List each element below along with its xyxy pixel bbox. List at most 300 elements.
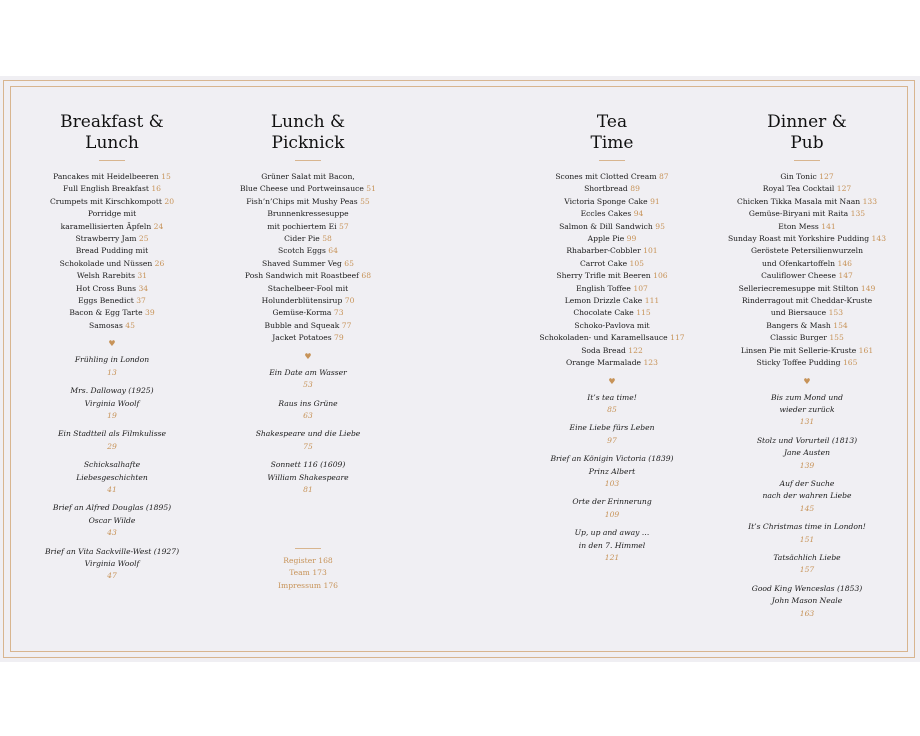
recipe-entry: [12, 183, 212, 195]
story-entry: [512, 496, 712, 521]
recipe-line: [707, 270, 907, 282]
page-number: 149: [860, 283, 876, 293]
section-title-line: Picknick: [271, 133, 345, 153]
recipe-line: [12, 283, 212, 295]
recipe-name: Lemon Drizzle Cake: [564, 296, 643, 306]
page-number: 91: [650, 196, 660, 206]
title-rule: [295, 160, 321, 161]
page-number: 51: [366, 184, 376, 194]
story-entry: [12, 459, 212, 496]
page-number: 127: [836, 184, 852, 194]
story-line: Eine Liebe fürs Leben: [569, 423, 655, 433]
story-list: [512, 392, 712, 565]
recipe-line: [707, 320, 907, 332]
story-line: Jane Austen: [783, 448, 831, 458]
recipe-name: Sunday Roast mit Yorkshire Pudding: [727, 234, 870, 244]
recipe-name: Schoko-Pavlova mit: [574, 320, 650, 330]
title-rule: [599, 160, 625, 161]
recipe-name: Full English Breakfast: [63, 184, 149, 194]
recipe-entry: [707, 196, 907, 208]
recipe-name: und Biersauce: [770, 308, 827, 318]
page-number: 77: [341, 320, 352, 330]
recipe-name: Jacket Potatoes: [272, 333, 332, 343]
recipe-entry: [208, 332, 408, 344]
recipe-entry: [707, 357, 907, 369]
recipe-line: [208, 221, 408, 233]
recipe-entry: [512, 320, 712, 345]
heart-icon: ♥: [304, 351, 312, 361]
recipe-line: [208, 208, 408, 220]
recipe-entry: [707, 221, 907, 233]
story-list: [707, 392, 907, 621]
story-line: Shakespeare und die Liebe: [255, 429, 361, 439]
extra-item: Register 168: [283, 556, 333, 565]
story-entry: [208, 398, 408, 423]
section-title-line: Lunch &: [270, 112, 346, 132]
page-number: 94: [633, 209, 644, 219]
story-entry: [208, 459, 408, 496]
recipe-line: [12, 270, 212, 282]
recipe-entry: [707, 233, 907, 245]
page-number: 65: [344, 258, 354, 268]
story-line: Brief an Alfred Douglas (1895): [52, 503, 172, 513]
story-page-number: 13: [107, 367, 117, 377]
story-list: [12, 354, 212, 583]
recipe-entry: [512, 183, 712, 195]
page-number: 16: [151, 184, 161, 194]
story-line: Virginia Woolf: [84, 558, 140, 568]
page-number: 165: [842, 358, 858, 368]
recipe-line: [707, 221, 907, 233]
recipe-name: Bubble and Squeak: [264, 320, 340, 330]
story-page-number: 43: [107, 528, 117, 538]
recipe-entry: [12, 283, 212, 295]
recipe-name: Linsen Pie mit Sellerie-Kruste: [740, 345, 857, 355]
section-title-line: Pub: [790, 133, 824, 153]
page-number: 57: [339, 221, 349, 231]
recipe-line: [12, 307, 212, 319]
column-dinner-pub: [707, 112, 907, 626]
story-entry: [707, 552, 907, 577]
page-number: 105: [629, 258, 644, 268]
story-line: wieder zurück: [779, 404, 835, 414]
recipe-line: [707, 357, 907, 369]
page-number: 31: [137, 271, 148, 281]
section-title: [208, 112, 408, 154]
story-page-number: 19: [107, 410, 117, 420]
page-number: 141: [821, 221, 836, 231]
page-number: 123: [643, 358, 658, 368]
page-number: 101: [643, 246, 658, 256]
recipe-line: [208, 245, 408, 257]
recipe-line: [208, 307, 408, 319]
recipe-line: [512, 221, 712, 233]
page-number: 89: [630, 184, 640, 194]
page-number: 24: [153, 221, 164, 231]
recipe-name: Holunderblütensirup: [261, 296, 343, 306]
story-line: Up, up and away …: [574, 528, 650, 538]
recipe-name: und Ofenkartoffeln: [762, 258, 836, 268]
recipe-name: Carrot Cake: [580, 258, 628, 268]
story-page-number: 75: [303, 441, 313, 451]
story-entry: [208, 428, 408, 453]
recipe-line: [208, 295, 408, 307]
page-number: 135: [850, 209, 866, 219]
recipe-name: Hot Cross Buns: [75, 283, 137, 293]
page-number: 26: [154, 258, 165, 268]
recipe-name: Sticky Toffee Pudding: [756, 358, 841, 368]
recipe-line: [707, 307, 907, 319]
recipe-name: Victoria Sponge Cake: [564, 196, 648, 206]
story-list: [208, 367, 408, 497]
page-number: 154: [833, 320, 848, 330]
recipe-name: Bangers & Mash: [766, 320, 831, 330]
story-page-number: 109: [604, 509, 620, 519]
recipe-entry: [208, 320, 408, 332]
recipe-entry: [512, 357, 712, 369]
recipe-line: [512, 208, 712, 220]
story-line: nach der wahren Liebe: [762, 491, 852, 501]
recipe-name: Porridge mit: [87, 209, 137, 219]
recipe-name: Schokolade und Nüssen: [59, 258, 153, 268]
recipe-line: [512, 258, 712, 270]
section-title: [12, 112, 212, 154]
recipe-line: [512, 307, 712, 319]
section-title-line: Lunch: [85, 133, 139, 153]
page-number: 111: [644, 296, 660, 306]
section-title: [707, 112, 907, 154]
recipe-line: [12, 245, 212, 257]
story-line: Bis zum Mond und: [771, 392, 843, 402]
title-rule: [794, 160, 820, 161]
recipe-line: [512, 270, 712, 282]
recipe-line: [12, 196, 212, 208]
story-entry: [707, 521, 907, 546]
page-number: 25: [138, 234, 149, 244]
recipe-entry: [512, 221, 712, 233]
recipe-name: Stachelbeer-Fool mit: [267, 283, 349, 293]
recipe-entry: [208, 208, 408, 233]
recipe-entry: [208, 171, 408, 196]
page-number: 99: [626, 234, 637, 244]
recipe-entry: [512, 245, 712, 257]
story-page-number: 157: [799, 565, 815, 575]
recipe-line: [208, 258, 408, 270]
story-entry: [707, 392, 907, 429]
story-entry: [208, 367, 408, 392]
recipe-line: [512, 283, 712, 295]
story-page-number: 53: [303, 380, 313, 390]
recipe-entry: [512, 208, 712, 220]
recipe-line: [208, 196, 408, 208]
recipe-entry: [512, 295, 712, 307]
story-entry: [512, 527, 712, 564]
story-page-number: 145: [799, 503, 815, 513]
story-page-number: 41: [107, 484, 117, 494]
column-lunch-picknick: [208, 112, 408, 502]
recipe-name: Strawberry Jam: [75, 234, 137, 244]
recipe-name: Schokoladen- und Karamellsauce: [539, 333, 668, 343]
recipe-entry: [707, 295, 907, 320]
recipe-line: [707, 208, 907, 220]
recipe-entry: [12, 270, 212, 282]
recipe-line: [12, 171, 212, 183]
recipe-entry: [12, 233, 212, 245]
recipe-entry: [12, 295, 212, 307]
page-number: 73: [333, 308, 344, 318]
story-line: William Shakespeare: [267, 472, 349, 482]
story-entry: [12, 385, 212, 422]
page-number: 45: [125, 320, 135, 330]
recipe-list: [208, 171, 408, 345]
recipe-line: [512, 295, 712, 307]
story-line: Liebesgeschichten: [76, 472, 148, 482]
recipe-entry: [12, 171, 212, 183]
recipe-line: [512, 183, 712, 195]
recipe-entry: [512, 171, 712, 183]
recipe-entry: [707, 283, 907, 295]
recipe-name: karamellisierten Äpfeln: [60, 221, 152, 231]
recipe-name: Chocolate Cake: [573, 308, 634, 318]
recipe-name: Orange Marmalade: [566, 358, 642, 368]
recipe-list: [12, 171, 212, 332]
page-number: 117: [670, 333, 685, 343]
recipe-name: Grüner Salat mit Bacon,: [261, 172, 355, 181]
recipe-name: Scotch Eggs: [278, 246, 326, 256]
recipe-line: [512, 196, 712, 208]
story-entry: [707, 583, 907, 620]
recipe-entry: [707, 270, 907, 282]
recipe-line: [707, 171, 907, 183]
page-number: 155: [829, 333, 844, 343]
recipe-line: [12, 221, 212, 233]
recipe-line: [208, 183, 408, 195]
recipe-entry: [707, 320, 907, 332]
page-number: 107: [633, 283, 648, 293]
story-line: in den 7. Himmel: [578, 540, 646, 550]
extras-rule: [295, 548, 321, 549]
page-number: 153: [828, 308, 844, 318]
recipe-name: Classic Burger: [770, 333, 827, 343]
recipe-list: [707, 171, 907, 370]
recipe-name: Geröstete Petersilienwurzeln: [750, 246, 863, 256]
recipe-name: Blue Cheese und Portweinsauce: [240, 184, 364, 194]
story-entry: [12, 428, 212, 453]
recipe-name: Brunnenkressesuppe: [267, 209, 349, 219]
heart-icon: ♥: [608, 376, 616, 386]
story-entry: [12, 354, 212, 379]
recipe-line: [208, 283, 408, 295]
recipe-line: [12, 258, 212, 270]
story-page-number: 163: [799, 608, 815, 618]
recipe-entry: [208, 245, 408, 257]
heart-icon: ♥: [108, 339, 116, 349]
recipe-line: [12, 208, 212, 220]
story-entry: [707, 435, 907, 472]
story-page-number: 85: [607, 404, 617, 414]
story-page-number: 131: [799, 417, 815, 427]
recipe-line: [12, 183, 212, 195]
recipe-line: [208, 270, 408, 282]
extra-item: Impressum 176: [278, 580, 338, 590]
section-title: [512, 112, 712, 154]
recipe-entry: [12, 196, 212, 208]
column-tea-time: [512, 112, 712, 570]
section-title-line: Tea: [596, 112, 628, 132]
story-line: Brief an Königin Victoria (1839): [550, 454, 674, 464]
recipe-name: Scones mit Clotted Cream: [555, 172, 657, 181]
recipe-name: mit pochiertem Ei: [267, 221, 337, 231]
recipe-name: English Toffee: [576, 283, 631, 293]
page-number: 39: [145, 308, 155, 318]
recipe-entry: [208, 307, 408, 319]
page-number: 146: [837, 258, 852, 268]
page-number: 133: [862, 196, 878, 206]
recipe-line: [512, 332, 712, 344]
recipe-entry: [512, 283, 712, 295]
recipe-entry: [208, 258, 408, 270]
page-number: 55: [360, 196, 370, 206]
recipe-line: [707, 245, 907, 257]
recipe-name: Posh Sandwich mit Roastbeef: [244, 271, 359, 281]
story-line: Stolz und Vorurteil (1813): [756, 435, 858, 445]
story-page-number: 63: [303, 410, 313, 420]
recipe-name: Royal Tea Cocktail: [762, 184, 835, 194]
page-number: 127: [819, 172, 834, 181]
recipe-line: [707, 183, 907, 195]
story-page-number: 151: [799, 534, 815, 544]
recipe-name: Samosas: [89, 320, 123, 330]
recipe-name: Welsh Rarebits: [76, 271, 135, 281]
recipe-line: [707, 332, 907, 344]
recipe-entry: [512, 307, 712, 319]
extra-item: Team 173: [289, 568, 327, 578]
recipe-entry: [208, 270, 408, 282]
page-number: 37: [136, 296, 146, 306]
recipe-line: [12, 320, 212, 332]
story-line: Good King Wenceslas (1853): [751, 583, 863, 593]
recipe-line: [208, 171, 408, 183]
recipe-line: [707, 283, 907, 295]
page-number: 64: [328, 246, 338, 256]
story-line: Virginia Woolf: [84, 398, 140, 408]
recipe-name: Gin Tonic: [780, 172, 817, 181]
story-line: Auf der Suche: [779, 478, 835, 488]
recipe-line: [512, 357, 712, 369]
recipe-line: [208, 233, 408, 245]
recipe-line: [512, 345, 712, 357]
recipe-line: [12, 295, 212, 307]
recipe-name: Bacon & Egg Tarte: [69, 308, 143, 318]
page-number: 79: [334, 333, 344, 343]
story-entry: [512, 422, 712, 447]
story-entry: [512, 392, 712, 417]
page-number: 20: [164, 196, 175, 206]
recipe-entry: [707, 183, 907, 195]
recipe-name: Sherry Trifle mit Beeren: [556, 271, 651, 281]
story-page-number: 97: [607, 435, 617, 445]
page-number: 68: [361, 271, 372, 281]
story-entry: [512, 453, 712, 490]
story-entry: [12, 502, 212, 539]
recipe-name: Fish’n’Chips mit Mushy Peas: [246, 196, 358, 206]
story-entry: [707, 478, 907, 515]
recipe-name: Gemüse-Biryani mit Raita: [748, 209, 849, 219]
story-page-number: 47: [107, 571, 117, 581]
story-page-number: 103: [604, 478, 620, 488]
recipe-entry: [12, 320, 212, 332]
recipe-entry: [512, 196, 712, 208]
story-line: It’s tea time!: [587, 392, 637, 402]
recipe-name: Soda Bread: [581, 345, 626, 355]
recipe-line: [512, 233, 712, 245]
story-line: Frühling in London: [74, 355, 150, 365]
story-line: John Mason Neale: [771, 596, 843, 606]
story-line: Prinz Albert: [588, 466, 636, 476]
recipe-entry: [208, 283, 408, 308]
recipe-name: Chicken Tikka Masala mit Naan: [736, 196, 861, 206]
page-number: 87: [658, 172, 669, 181]
recipe-name: Shortbread: [584, 184, 628, 194]
recipe-entry: [208, 196, 408, 208]
story-entry: [12, 546, 212, 583]
page-number: 161: [858, 345, 874, 355]
story-line: Orte der Erinnerung: [572, 497, 652, 507]
recipe-name: Shaved Summer Veg: [262, 258, 342, 268]
story-line: Ein Date am Wasser: [269, 367, 347, 377]
recipe-name: Crumpets mit Kirschkompott: [49, 196, 162, 206]
page-number: 58: [322, 234, 332, 244]
recipe-line: [208, 332, 408, 344]
story-page-number: 29: [107, 441, 117, 451]
story-page-number: 121: [604, 552, 620, 562]
recipe-line: [208, 320, 408, 332]
recipe-name: Bread Pudding mit: [75, 246, 149, 256]
recipe-name: Apple Pie: [587, 234, 625, 244]
page-number: 95: [655, 221, 665, 231]
column-breakfast-lunch: [12, 112, 212, 589]
section-title-line: Dinner &: [767, 112, 847, 132]
recipe-entry: [707, 345, 907, 357]
section-title-line: Breakfast &: [60, 112, 164, 132]
page-number: 147: [838, 271, 853, 281]
recipe-entry: [707, 171, 907, 183]
page-number: 143: [871, 234, 887, 244]
title-rule: [99, 160, 125, 161]
page-number: 122: [628, 345, 643, 355]
recipe-entry: [512, 233, 712, 245]
story-line: Tatsächlich Liebe: [773, 552, 841, 562]
story-line: It’s Christmas time in London!: [748, 522, 866, 532]
page-number: 70: [344, 296, 355, 306]
extras-list: [208, 548, 408, 592]
recipe-entry: [512, 258, 712, 270]
recipe-entry: [12, 208, 212, 233]
recipe-entry: [707, 208, 907, 220]
story-line: Ein Stadtteil als Filmkulisse: [57, 429, 167, 439]
recipe-name: Selleriecremesuppe mit Stilton: [738, 283, 859, 293]
recipe-line: [707, 233, 907, 245]
recipe-name: Rhabarber-Cobbler: [566, 246, 641, 256]
section-title-line: Time: [590, 133, 634, 153]
recipe-line: [512, 320, 712, 332]
page-number: 34: [138, 283, 149, 293]
story-line: Brief an Vita Sackville-West (1927): [44, 546, 180, 556]
story-page-number: 81: [303, 484, 313, 494]
recipe-name: Eccles Cakes: [580, 209, 632, 219]
recipe-entry: [12, 307, 212, 319]
recipe-line: [707, 196, 907, 208]
